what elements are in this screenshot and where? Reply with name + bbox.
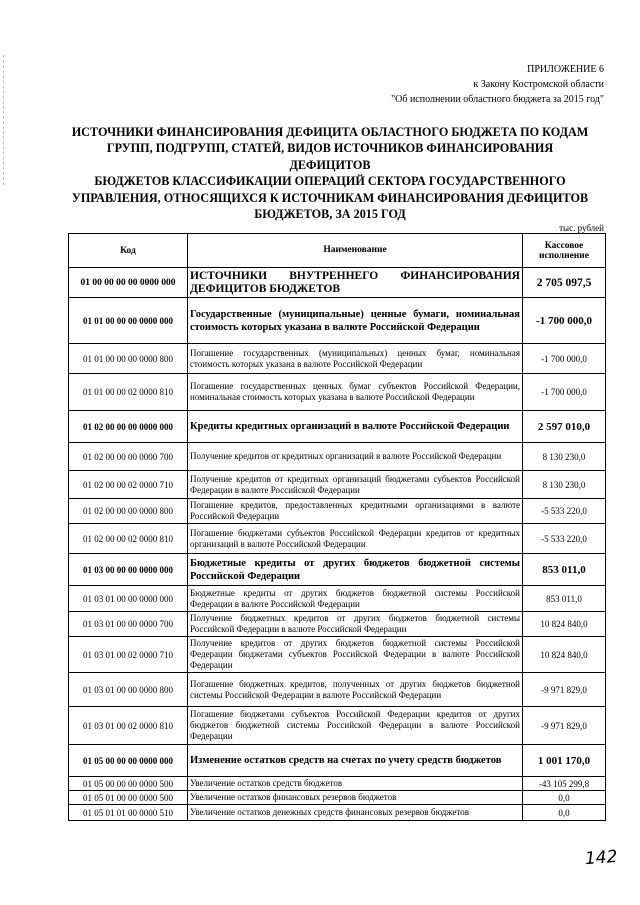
row-amount: 853 011,0 [523, 586, 606, 612]
row-name: Погашение государственных ценных бумаг субъектов Российской Федерации, номинальная стоимость которых указана в валюте Российской Федерации [188, 374, 523, 411]
row-name: Увеличение остатков денежных средств финансовых резервов бюджетов [188, 805, 523, 821]
row-name: Получение кредитов от кредитных организаций в валюте Российской Федерации [188, 443, 523, 471]
header-name: Наименование [188, 234, 523, 268]
row-code: 01 02 00 00 00 0000 800 [69, 499, 188, 524]
handwritten-page-number: 142 [584, 846, 619, 870]
row-amount: 2 597 010,0 [523, 411, 606, 443]
table-row [69, 499, 606, 524]
title-line-1: ИСТОЧНИКИ ФИНАНСИРОВАНИЯ ДЕФИЦИТА ОБЛАСТНОГО БЮДЖЕТА ПО КОДАМ [71, 125, 589, 139]
row-amount: 853 011,0 [523, 554, 606, 586]
row-code: 01 03 01 00 00 0000 700 [69, 612, 188, 637]
units-label: тыс. рублей [559, 223, 604, 233]
row-code: 01 03 00 00 00 0000 000 [69, 554, 188, 586]
row-code: 01 03 01 00 00 0000 800 [69, 673, 188, 707]
row-code: 01 05 01 00 00 0000 500 [69, 791, 188, 805]
row-amount: 10 824 840,0 [523, 612, 606, 637]
row-amount: 1 001 170,0 [523, 745, 606, 777]
row-code: 01 03 01 00 02 0000 710 [69, 637, 188, 673]
row-code: 01 05 00 00 00 0000 000 [69, 745, 188, 777]
row-code: 01 05 00 00 00 0000 500 [69, 777, 188, 791]
row-name: Получение кредитов от других бюджетов бюджетной системы Российской Федерации бюджетами субъектов Российской Федерации в валюте Российской Федерации [188, 637, 523, 673]
table-row [69, 586, 606, 612]
title-line-2: ГРУПП, ПОДГРУПП, СТАТЕЙ, ВИДОВ ИСТОЧНИКОВ ФИНАНСИРОВАНИЯ ДЕФИЦИТОВ [106, 141, 554, 172]
row-amount: -1 700 000,0 [523, 374, 606, 411]
row-name: Получение бюджетных кредитов от других бюджетов бюджетной системы Российской Федерации в валюте Российской Федерации [188, 612, 523, 637]
table-header-row [69, 234, 606, 268]
row-code: 01 03 01 00 00 0000 000 [69, 586, 188, 612]
table-row [69, 298, 606, 344]
row-amount: -43 105 299,8 [523, 777, 606, 791]
financing-sources-table [68, 233, 606, 821]
table-row [69, 637, 606, 673]
row-code: 01 02 00 00 02 0000 710 [69, 471, 188, 499]
row-amount: 10 824 840,0 [523, 637, 606, 673]
row-amount: 0,0 [523, 805, 606, 821]
table-row [69, 411, 606, 443]
header-code: Код [69, 234, 188, 268]
row-code: 01 00 00 00 00 0000 000 [69, 268, 188, 298]
row-name: Погашение кредитов, предоставленных кредитными организациями в валюте Российской Федерации [188, 499, 523, 524]
table-row [69, 673, 606, 707]
appendix-number: ПРИЛОЖЕНИЕ 6 [527, 64, 604, 75]
table-row [69, 443, 606, 471]
appendix-law: к Закону Костромской области [473, 79, 604, 90]
header-amount-line-1: Кассовое [544, 240, 584, 251]
row-amount: 8 130 230,0 [523, 443, 606, 471]
table-row [69, 554, 606, 586]
row-name: Изменение остатков средств на счетах по учету средств бюджетов [188, 745, 523, 777]
title-line-5: БЮДЖЕТОВ, ЗА 2015 ГОД [254, 207, 406, 222]
scan-edge-mark [3, 55, 5, 185]
row-code: 01 01 00 00 00 0000 000 [69, 298, 188, 344]
row-amount: 0,0 [523, 791, 606, 805]
row-code: 01 01 00 00 02 0000 810 [69, 374, 188, 411]
row-name: Бюджетные кредиты от других бюджетов бюджетной системы Российской Федерации [188, 554, 523, 586]
table-row [69, 805, 606, 821]
row-amount: 2 705 097,5 [523, 268, 606, 298]
table-row [69, 471, 606, 499]
table-row [69, 791, 606, 805]
row-name: Получение кредитов от кредитных организаций бюджетами субъектов Российской Федерации в валюте Российской Федерации [188, 471, 523, 499]
row-name: Увеличение остатков средств бюджетов [188, 777, 523, 791]
table-row [69, 707, 606, 745]
table-row [69, 344, 606, 374]
row-amount: -5 533 220,0 [523, 524, 606, 554]
table-row [69, 745, 606, 777]
row-code: 01 03 01 00 02 0000 810 [69, 707, 188, 745]
table-row [69, 268, 606, 298]
table-row [69, 777, 606, 791]
table-row [69, 612, 606, 637]
table-row [69, 524, 606, 554]
row-code: 01 02 00 00 02 0000 810 [69, 524, 188, 554]
row-name: Кредиты кредитных организаций в валюте Российской Федерации [188, 411, 523, 443]
row-amount: -5 533 220,0 [523, 499, 606, 524]
row-code: 01 01 00 00 00 0000 800 [69, 344, 188, 374]
row-amount: -9 971 829,0 [523, 673, 606, 707]
row-code: 01 02 00 00 00 0000 000 [69, 411, 188, 443]
row-code: 01 05 01 01 00 0000 510 [69, 805, 188, 821]
row-name: Бюджетные кредиты от других бюджетов бюджетной системы Российской Федерации в валюте Российской Федерации [188, 586, 523, 612]
row-name: Погашение бюджетами субъектов Российской Федерации кредитов от кредитных организаций в валюте Российской Федерации [188, 524, 523, 554]
document-title [66, 124, 594, 222]
row-name: Погашение государственных (муниципальных) ценных бумаг, номинальная стоимость которых указана в валюте Российской Федерации [188, 344, 523, 374]
row-name: Погашение бюджетами субъектов Российской Федерации кредитов от других бюджетов бюджетной системы Российской Федерации в валюте Российской Федерации [188, 707, 523, 745]
title-line-3: БЮДЖЕТОВ КЛАССИФИКАЦИИ ОПЕРАЦИЙ СЕКТОРА ГОСУДАРСТВЕННОГО [94, 174, 566, 189]
table-row [69, 374, 606, 411]
row-amount: -9 971 829,0 [523, 707, 606, 745]
row-name: ИСТОЧНИКИ ВНУТРЕННЕГО ФИНАНСИРОВАНИЯ ДЕФИЦИТОВ БЮДЖЕТОВ [188, 268, 523, 298]
header-amount-line-2: исполнение [539, 250, 589, 261]
row-amount: 8 130 230,0 [523, 471, 606, 499]
appendix-header [391, 62, 604, 107]
row-name: Увеличение остатков финансовых резервов бюджетов [188, 791, 523, 805]
appendix-law-title: "Об исполнении областного бюджета за 2015 год" [391, 94, 604, 105]
row-code: 01 02 00 00 00 0000 700 [69, 443, 188, 471]
header-amount [523, 234, 606, 268]
row-amount: -1 700 000,0 [523, 344, 606, 374]
row-name: Государственные (муниципальные) ценные бумаги, номинальная стоимость которых указана в валюте Российской Федерации [188, 298, 523, 344]
row-amount: -1 700 000,0 [523, 298, 606, 344]
title-line-4: УПРАВЛЕНИЯ, ОТНОСЯЩИХСЯ К ИСТОЧНИКАМ ФИНАНСИРОВАНИЯ ДЕФИЦИТОВ [71, 190, 589, 205]
row-name: Погашение бюджетных кредитов, полученных от других бюджетов бюджетной системы Российской Федерации в валюте Российской Федерации [188, 673, 523, 707]
